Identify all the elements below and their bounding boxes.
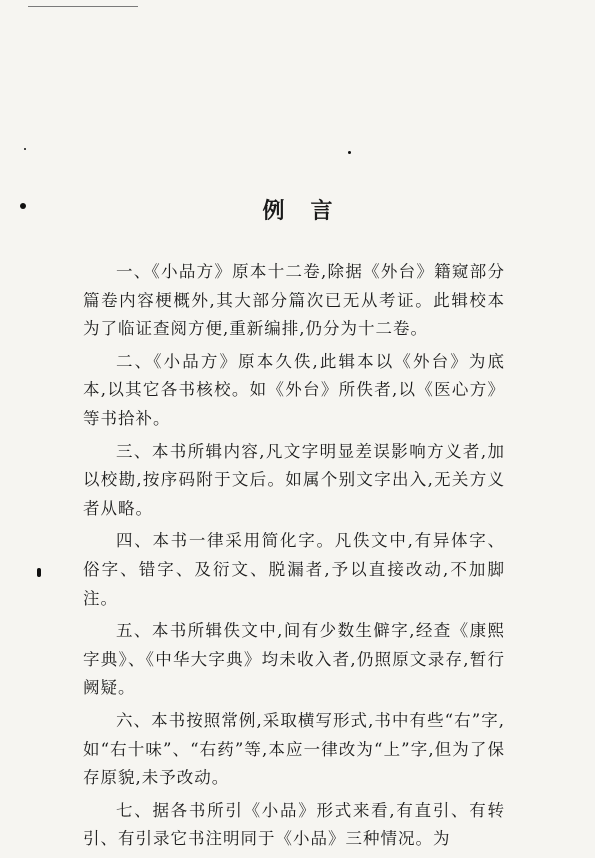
document-body — [83, 258, 505, 858]
ink-speck — [37, 568, 41, 577]
ink-speck — [348, 151, 351, 154]
paragraph-1: 一、《小品方》原本十二卷,除据《外台》籍窥部分篇卷内容梗概外,其大部分篇次已无从考证。此辑校本为了临证查阅方便,重新编排,仍分为十二卷。 — [83, 262, 505, 339]
page-title: 例言 — [262, 198, 359, 224]
top-rule — [28, 6, 138, 7]
paragraph-4: 四、本书一律采用简化字。凡佚文中,有异体字、俗字、错字、及衍文、脱漏者,予以直接改动,不加脚注。 — [83, 531, 505, 608]
paragraph-5: 五、本书所辑佚文中,间有少数生僻字,经查《康熙字典》、《中华大字典》均未收入者,仍照原文录存,暂行阙疑。 — [83, 621, 505, 698]
paragraph-7: 七、据各书所引《小品》形式来看,有直引、有转引、有引录它书注明同于《小品》三种情况。为 — [83, 800, 505, 849]
paragraph-6: 六、本书按照常例,采取横写形式,书中有些“右”字,如“右十味”、“右药”等,本应一律改为“上”字,但为了保存原貌,未予改动。 — [83, 710, 505, 788]
ink-speck — [24, 148, 26, 150]
paragraph-2: 二、《小品方》原本久佚,此辑本以《外台》为底本,以其它各书核校。如《外台》所佚者,以《医心方》等书拾补。 — [83, 351, 505, 428]
paragraph-3: 三、本书所辑内容,凡文字明显差误影响方义者,加以校勘,按序码附于文后。如属个别文字出入,无关方义者从略。 — [83, 441, 505, 518]
